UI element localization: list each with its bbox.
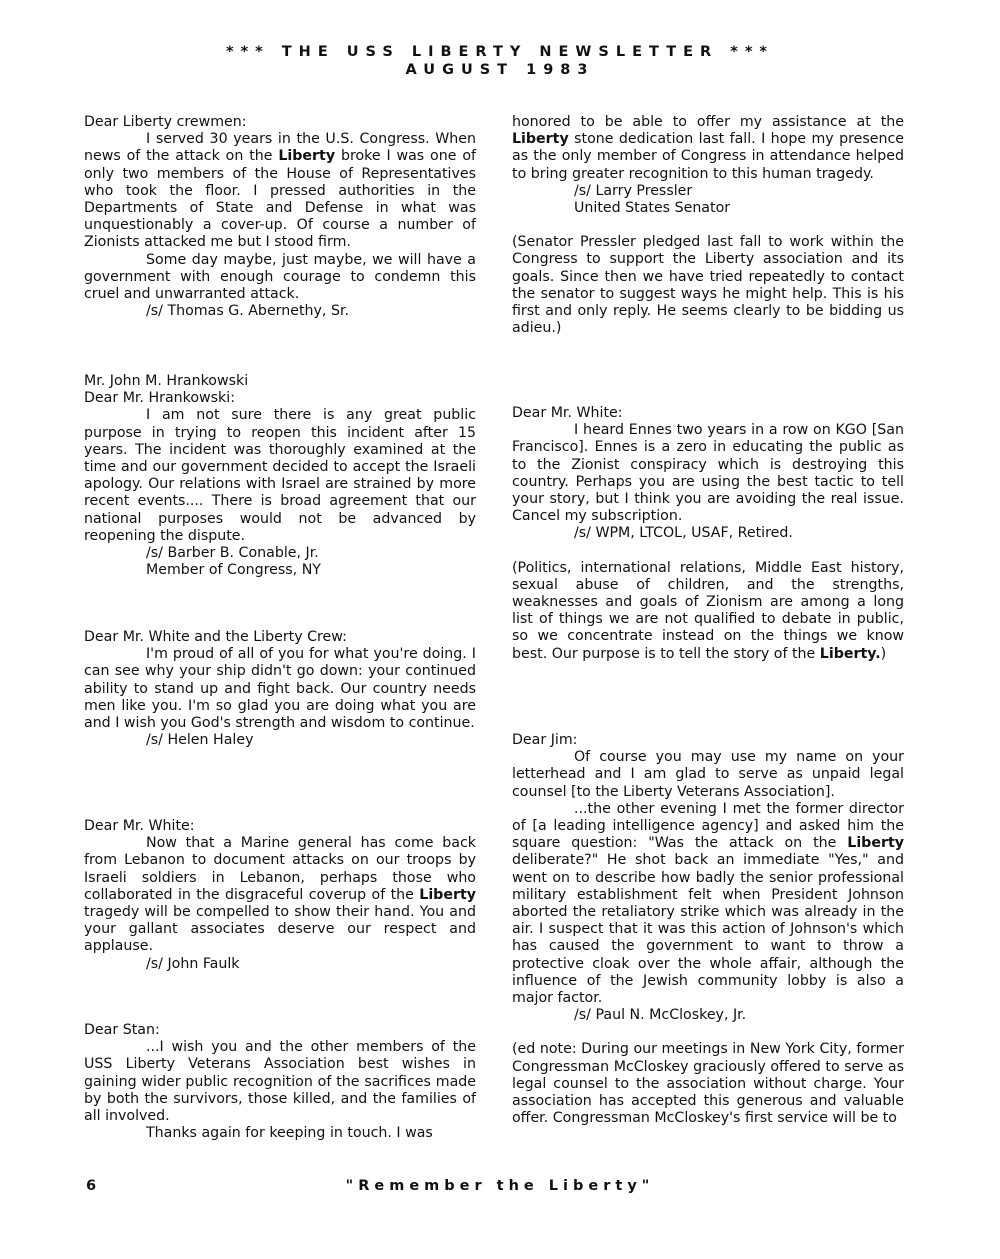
text: broke I was one of only two members of the House of Representatives who took the floor. I pressed authorities in the Departments of State and Defense in what was unquestionably a cover-up. Of course a number of Zionists attacked me but I stood firm. bbox=[84, 148, 476, 251]
letter-pressler-cont bbox=[512, 114, 904, 337]
signature: /s/ Barber B. Conable, Jr. bbox=[146, 545, 319, 562]
salutation: Dear Jim: bbox=[512, 732, 578, 748]
letter-abernethy bbox=[84, 114, 476, 320]
signer-title: United States Senator bbox=[574, 200, 731, 217]
letter-paragraph bbox=[512, 801, 904, 1007]
text: ) bbox=[880, 645, 887, 662]
letter-conable bbox=[84, 373, 476, 579]
signature: /s/ WPM, LTCOL, USAF, Retired. bbox=[574, 525, 793, 542]
editor-note: (ed note: During our meetings in New York City, former Congressman McCloskey graciously offered to serve as legal counsel to the association without charge. Your association has accepted this generous and valuable offer. Congressman McCloskey's first service will be to bbox=[512, 1041, 904, 1127]
signer-title: Member of Congress, NY bbox=[146, 562, 321, 579]
editor-note: (Senator Pressler pledged last fall to work within the Congress to support the Liberty association and its goals. Since then we have tried repeatedly to contact the senator to suggest ways he might help. This is his first and only reply. He seems clearly to be bidding us adieu.) bbox=[512, 234, 904, 337]
text: stone dedication last fall. I hope my presence as the only member of Congress in attendance helped to bring greater recognition to this human tragedy. bbox=[512, 131, 904, 182]
addressee: Mr. John M. Hrankowski bbox=[84, 373, 249, 389]
letter-paragraph bbox=[512, 114, 904, 183]
letter-wpm bbox=[512, 405, 904, 663]
page-number: 6 bbox=[86, 1178, 97, 1194]
text: I served 30 years in the U.S. Congress. When news of the attack on the bbox=[84, 131, 476, 165]
letter-paragraph bbox=[84, 131, 476, 251]
salutation: Dear Mr. White: bbox=[512, 405, 623, 421]
signature: /s/ Helen Haley bbox=[146, 732, 254, 749]
salutation: Dear Mr. White and the Liberty Crew: bbox=[84, 629, 347, 645]
letter-faulk bbox=[84, 818, 476, 973]
letter-paragraph: I'm proud of all of you for what you're doing. I can see why your ship didn't go down: your continued ability to stand up and fight back. Our country needs men like you. I'm so glad you are doing what you are and I wish you God's strength and wisdom to continue. bbox=[84, 646, 476, 732]
text: honored to be able to offer my assistance at the bbox=[512, 114, 904, 130]
salutation: Dear Mr. White: bbox=[84, 818, 195, 834]
signature: /s/ John Faulk bbox=[146, 955, 240, 972]
salutation: Dear Liberty crewmen: bbox=[84, 114, 247, 130]
text: (Politics, international relations, Middle East history, sexual abuse of children, and the strengths, weaknesses and goals of Zionism are among a long list of things we are not qualified to debate in public, so we concentrate instead on the things we know best. Our purpose is to tell the story of the bbox=[512, 559, 904, 662]
letter-paragraph: ...I wish you and the other members of the USS Liberty Veterans Association best wishes in gaining wider public recognition of the sacrifices made by both the survivors, those killed, and the families of all involved. bbox=[84, 1039, 476, 1125]
text: ...the other evening I met the former director of [a leading intelligence agency] and asked him the square question: "Was the attack on the bbox=[512, 800, 904, 852]
text: tragedy will be compelled to show their hand. You and your gallant associates deserve our respect and applause. bbox=[84, 904, 476, 955]
letter-haley bbox=[84, 629, 476, 749]
letter-paragraph: Thanks again for keeping in touch. I was bbox=[146, 1125, 433, 1142]
letter-paragraph bbox=[84, 835, 476, 955]
letter-paragraph: Some day maybe, just maybe, we will have a government with enough courage to condemn this cruel and unwarranted attack. bbox=[84, 251, 476, 303]
letter-mccloskey bbox=[512, 732, 904, 1127]
letter-paragraph: I heard Ennes two years in a row on KGO [San Francisco]. Ennes is a zero in educating the public as to the Zionist conspiracy which is destroying this country. Perhaps you are using the best tactic to tell your story, but I think you are avoiding the real issue. Cancel my subscription. bbox=[512, 422, 904, 525]
signature: /s/ Paul N. McCloskey, Jr. bbox=[574, 1007, 747, 1024]
letter-paragraph: I am not sure there is any great public purpose in trying to reopen this incident after 15 years. The incident was thoroughly examined at the time and our government decided to accept the Israeli apology. Our relations with Israel are strained by more recent events.... There is broad agreement that our national purposes would not be advanced by reopening the dispute. bbox=[84, 407, 476, 544]
ship-name: Liberty. bbox=[819, 645, 881, 662]
signature: /s/ Thomas G. Abernethy, Sr. bbox=[146, 303, 349, 320]
ship-name: Liberty bbox=[419, 886, 476, 903]
ship-name: Liberty bbox=[278, 148, 336, 165]
text: deliberate?" He shot back an immediate "Yes," and went on to describe how badly the senior professional military establishment felt when President Johnson aborted the retaliatory strike which was already in the air. I suspect that it was this action of Johnson's which has caused the government to want to throw a protective cloak over the whole affair, although the influence of the Jewish community lobby is also a major factor. bbox=[512, 852, 904, 1007]
signature: /s/ Larry Pressler bbox=[574, 182, 693, 199]
newsletter-title: *** THE USS LIBERTY NEWSLETTER *** bbox=[226, 44, 774, 60]
ship-name: Liberty bbox=[512, 131, 569, 148]
editor-note bbox=[512, 560, 904, 663]
letter-paragraph: Of course you may use my name on your letterhead and I am glad to serve as unpaid legal counsel [to the Liberty Veterans Association]. bbox=[512, 749, 904, 800]
letter-pressler-start bbox=[84, 1022, 476, 1142]
text: Now that a Marine general has come back from Lebanon to document attacks on our troops by Israeli soldiers in Lebanon, perhaps those who collaborated in the disgraceful coverup of the bbox=[84, 835, 476, 903]
footer-motto: "Remember the Liberty" bbox=[345, 1178, 655, 1194]
salutation: Dear Mr. Hrankowski: bbox=[84, 390, 235, 407]
newsletter-date: AUGUST 1983 bbox=[405, 62, 595, 78]
salutation: Dear Stan: bbox=[84, 1022, 160, 1038]
ship-name: Liberty bbox=[847, 835, 904, 852]
